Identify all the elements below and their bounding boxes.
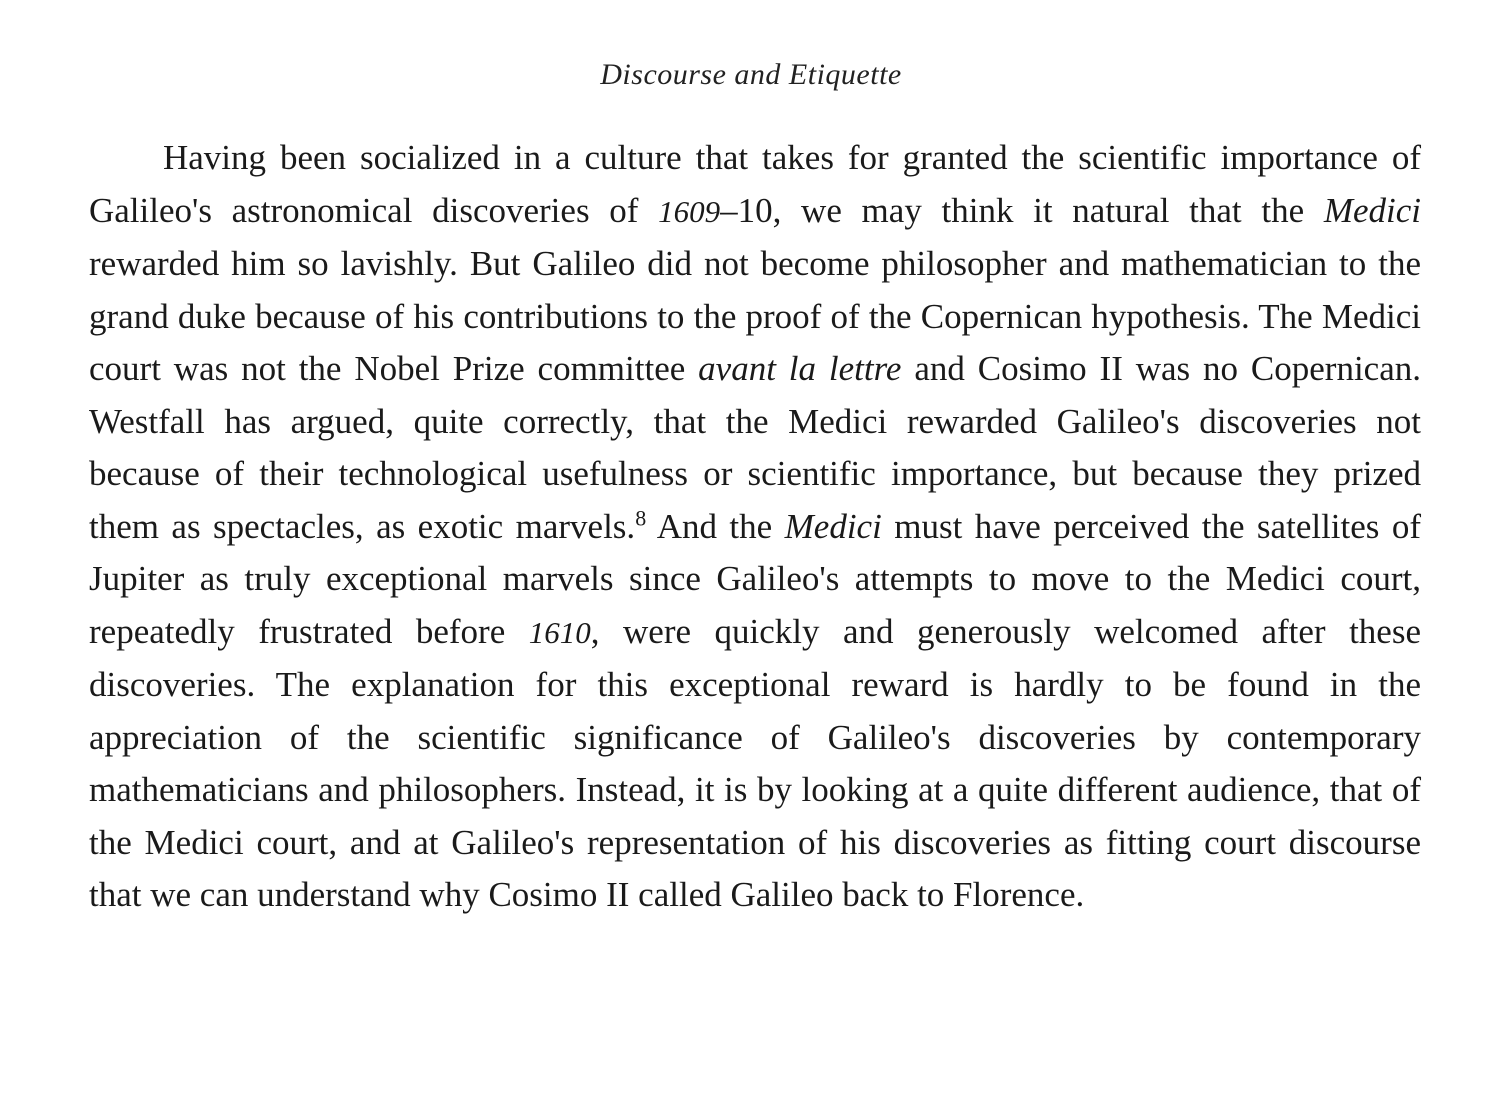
medici-italic-2: Medici xyxy=(784,506,882,546)
text-segment-3b: must have perceived the satellites of Jupiter as truly exceptional marvels since Galileo's attempts to move to the Medici court, repeatedly frustrated before xyxy=(89,506,1422,651)
text-segment-3: And the xyxy=(646,506,785,546)
footnote-marker: 8 xyxy=(635,504,647,530)
avant-la-lettre-italic: avant la lettre xyxy=(698,349,902,388)
text-segment-1: Having been socialized in a culture that takes for granted the scientific importance of Galileo's astronomical discoveries of xyxy=(89,138,1421,230)
text-segment-3c: , were quickly and generously welcomed after these discoveries. The explanation for this exceptional reward is hardly to be found in the appreciation of the scientific significance of Galileo's discoveries by contemporary mathematicians and philosophers. Instead, it is by looking at a quite different audience, that of the Medici court, and at Galileo's representation of his discoveries as fitting court discourse that we can understand why Cosimo II called Galileo back to Florence. xyxy=(89,611,1421,914)
medici-italic-1: Medici xyxy=(1323,190,1421,230)
text-segment-1b: –10, we may think it natural that the xyxy=(720,190,1324,230)
year-1610: 1610 xyxy=(528,614,591,650)
text-segment-1c: rewarded him so lavishly. But Galileo did not become philosopher and mathematician to the grand duke because of his contributions to the proof of the Copernican hypothesis. The Medici court was not the Nobel Prize committee xyxy=(89,244,1421,388)
year-1609: 1609 xyxy=(658,193,721,229)
body-paragraph xyxy=(89,132,1421,922)
text-segment-2: and Cosimo II was no Copernican. Westfall has argued, quite correctly, that the Medici rewarded Galileo's discoveries not because of their technological usefulness or scientific importance, but because they prized them as spectacles, as exotic marvels. xyxy=(89,349,1421,546)
running-head: Discourse and Etiquette xyxy=(600,58,902,91)
